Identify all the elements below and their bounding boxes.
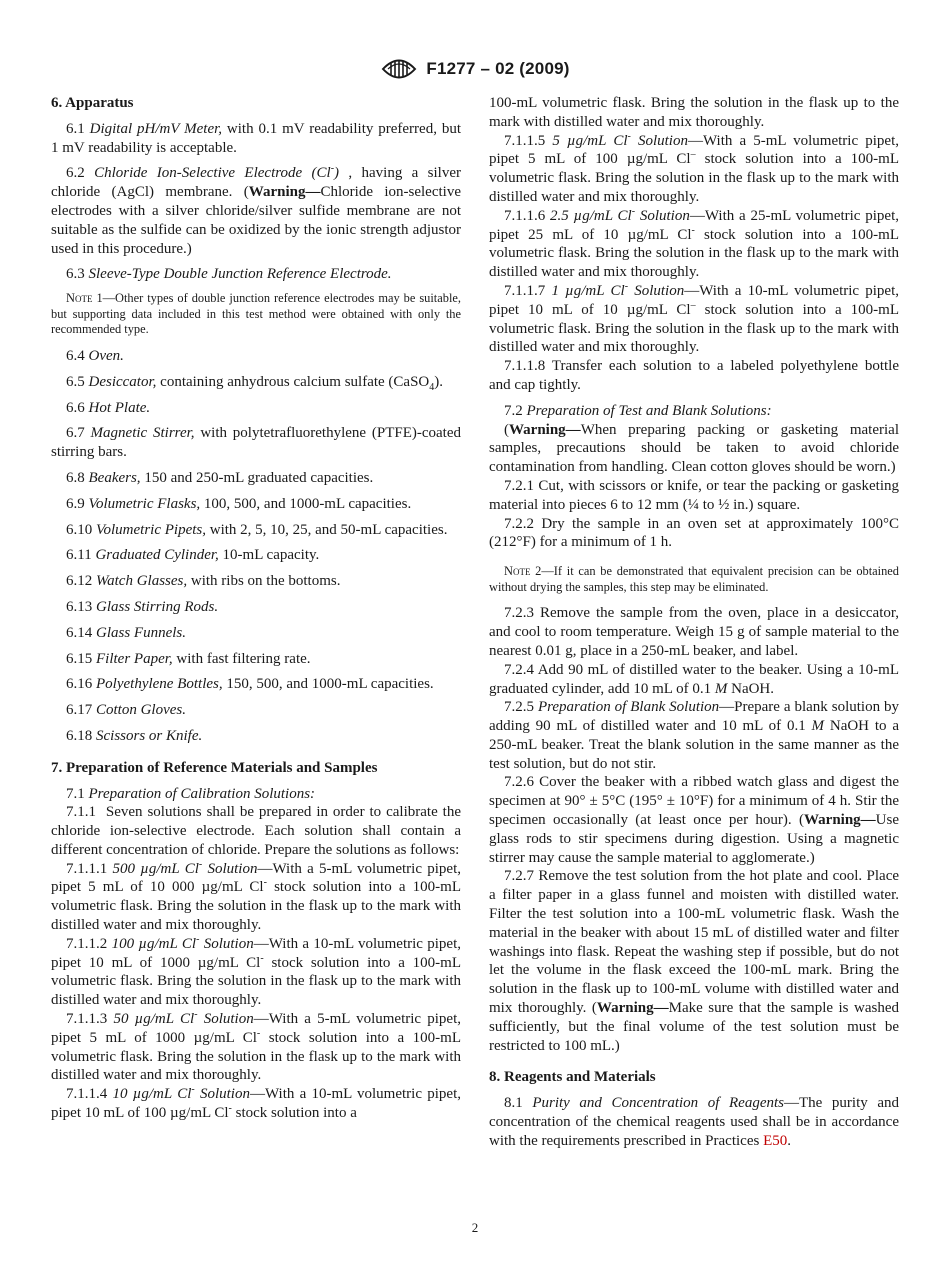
para-7-1-1-5: 7.1.1.5 5 µg/mL Cl- Solution—With a 5-mL volumetric pipet, pipet 5 mL of 100 µg/mL Cl– stock solution into a 100-mL volumetric flask. Bring the solution in the flask up to the mark with distilled water and mix thoroughly. — [489, 130, 899, 205]
para-7-2-4: 7.2.4 Add 90 mL of distilled water to the beaker. Using a 10-mL graduated cylinder, add 10 mL of 0.1 M NaOH. — [489, 661, 899, 697]
para-6-16: 6.16 Polyethylene Bottles, 150, 500, and 1000-mL capacities. — [66, 676, 434, 693]
para-6-2: 6.2 Chloride Ion-Selective Electrode (Cl-) , having a silver chloride (AgCl) membrane. (Warning—Chloride ion-selective electrodes with a silver chloride/silver sulfide membrane are not suitable as the sulfide can be oxidized by the ionic strength adjustor used in this procedure.) — [51, 163, 462, 257]
para-7-1-1-8: 7.1.1.8 Transfer each solution to a labeled polyethylene bottle and cap tightly. — [489, 358, 899, 393]
note-2: Note 2—If it can be demonstrated that equivalent precision can be obtained without drying the samples, this step may be eliminated. — [489, 564, 899, 594]
para-7-1-1-3: 7.1.1.3 50 µg/mL Cl- Solution—With a 5-mL volumetric pipet, pipet 5 mL of 1000 µg/mL Cl- stock solution into a 100-mL volumetric flask. Bring the solution in the flask up to the mark with distilled water and mix thoroughly. — [51, 1009, 461, 1084]
para-6-4: 6.4 Oven. — [66, 347, 124, 364]
page-number: 2 — [471, 1220, 479, 1235]
para-6-9: 6.9 Volumetric Flasks, 100, 500, and 1000-mL capacities. — [66, 495, 412, 512]
para-6-14: 6.14 Glass Funnels. — [66, 624, 186, 641]
para-8-1: 8.1 Purity and Concentration of Reagents—The purity and concentration of the chemical reagents used shall be in accordance with the requirements prescribed in Practices E50. — [489, 1095, 900, 1149]
para-7-1-1-4: 7.1.1.4 10 µg/mL Cl- Solution—With a 10-mL volumetric pipet, pipet 10 mL of 100 µg/mL Cl- stock solution into a — [51, 1084, 461, 1122]
para-7-2-warning: (Warning—When preparing packing or gasketing material samples, precautions should be taken to avoid chloride contamination from handling. Clean cotton gloves should be worn.) — [489, 421, 899, 476]
e50-reference-link[interactable]: E50 — [763, 1132, 788, 1149]
para-7-2-2: 7.2.2 Dry the sample in an oven set at approximately 100°C (212°F) for a minimum of 1 h. — [489, 515, 899, 551]
para-7-1-1-1: 7.1.1.1 500 µg/mL Cl- Solution—With a 5-mL volumetric pipet, pipet 5 mL of 10 000 µg/mL Cl- stock solution into a 100-mL volumetric flask. Bring the solution in the flask up to the mark with distilled water and mix thoroughly. — [51, 858, 461, 934]
para-7-1-1-7: 7.1.1.7 1 µg/mL Cl- Solution—With a 10-mL volumetric pipet, pipet 10 mL of 10 µg/mL Cl– stock solution into a 100-mL volumetric flask. Bring the solution in the flask up to the mark with distilled water and mix thoroughly. — [489, 280, 899, 356]
para-6-1: 6.1 Digital pH/mV Meter, with 0.1 mV readability preferred, but 1 mV readability is acceptable. — [51, 120, 462, 156]
astm-logo-icon — [380, 56, 418, 82]
para-6-13: 6.13 Glass Stirring Rods. — [66, 598, 219, 615]
para-7-2-7: 7.2.7 Remove the test solution from the hot plate and cool. Place a filter paper in a glass funnel and moisten with distilled water. Filter the test solution into a 100-mL volumetric flask. Wash the material in the beaker with about 15 mL of distilled water and filter washings into flask. Repeat the washing step if possible, but do not let the volume in the flask exceed the 100-mL mark. Bring the solution in the flask up to 100-mL volume with distilled water and mix thoroughly. (Warning—Make sure that the sample is washed sufficiently, but the final volume of the test solution must be restricted to 100 mL.) — [489, 868, 900, 1054]
section-7-heading: 7. Preparation of Reference Materials and Samples — [51, 759, 378, 776]
para-7-2: 7.2 Preparation of Test and Blank Solutions: — [504, 402, 772, 419]
left-column — [51, 94, 461, 1123]
para-6-10: 6.10 Volumetric Pipets, with 2, 5, 10, 25, and 50-mL capacities. — [66, 521, 448, 538]
para-6-18: 6.18 Scissors or Knife. — [66, 727, 203, 744]
section-6-heading: 6. Apparatus — [51, 95, 134, 111]
para-6-3: 6.3 Sleeve-Type Double Junction Reference Electrode. — [66, 266, 392, 283]
note-1: Note 1—Other types of double junction reference electrodes may be suitable, but supporting data included in this test method were obtained with only the recommended type. — [51, 291, 461, 337]
para-6-11: 6.11 Graduated Cylinder, 10-mL capacity. — [66, 547, 320, 564]
para-7-1-1-2: 7.1.1.2 100 µg/mL Cl- Solution—With a 10-mL volumetric pipet, pipet 10 mL of 1000 µg/mL Cl- stock solution into a 100-mL volumetric flask. Bring the solution in the flask up to the mark with distilled water and mix thoroughly. — [51, 933, 461, 1009]
para-7-1: 7.1 Preparation of Calibration Solutions: — [66, 785, 316, 802]
para-6-7: 6.7 Magnetic Stirrer, with polytetrafluorethylene (PTFE)-coated stirring bars. — [51, 425, 461, 461]
para-6-8: 6.8 Beakers, 150 and 250-mL graduated capacities. — [66, 469, 374, 486]
section-8-heading: 8. Reagents and Materials — [489, 1069, 656, 1086]
para-6-5: 6.5 Desiccator, containing anhydrous calcium sulfate (CaSO$_4$). — [66, 373, 444, 393]
para-6-15: 6.15 Filter Paper, with fast filtering rate. — [66, 650, 311, 667]
para-6-17: 6.17 Cotton Gloves. — [66, 702, 186, 719]
right-column — [489, 94, 899, 1151]
para-6-6: 6.6 Hot Plate. — [66, 399, 151, 416]
document-designation: F1277 – 02 (2009) — [426, 59, 570, 78]
para-7-1-1: 7.1.1 Seven solutions shall be prepared in order to calibrate the chloride ion-selective electrode. Each solution shall contain a different concentration of chloride. Prepare the solutions as follows: — [51, 804, 461, 858]
para-6-12: 6.12 Watch Glasses, with ribs on the bottoms. — [66, 573, 341, 590]
para-7-2-1: 7.2.1 Cut, with scissors or knife, or tear the packing or gasketing material into pieces 6 to 12 mm (¼ to ½ in.) square. — [489, 477, 900, 513]
para-7-2-3: 7.2.3 Remove the sample from the oven, place in a desiccator, and cool to room temperature. Weigh 15 g of sample material to the nearest 0.01 g, place in a 250-mL beaker, and label. — [489, 605, 900, 659]
page-header — [0, 54, 950, 84]
para-7-2-5: 7.2.5 Preparation of Blank Solution—Prepare a blank solution by adding 90 mL of distilled water and 10 mL of 0.1 M NaOH to a 250-mL beaker. Treat the blank solution in the same manner as the test solution, but do not stir. — [489, 699, 899, 772]
continued-text: 100-mL volumetric flask. Bring the solution in the flask up to the mark with distilled water and mix thoroughly. — [489, 95, 899, 130]
para-7-1-1-6: 7.1.1.6 2.5 µg/mL Cl- Solution—With a 25-mL volumetric pipet, pipet 25 mL of 10 µg/mL Cl- stock solution into a 100-mL volumetric flask. Bring the solution in the flask up to the mark with distilled water and mix thoroughly. — [489, 205, 899, 281]
para-7-2-6: 7.2.6 Cover the beaker with a ribbed watch glass and digest the specimen at 90° ± 5°C (195° ± 10°F) for a minimum of 4 h. Stir the specimen occasionally (at least once per hour). (Warning—Use glass rods to stir specimens during digestion. Using a magnetic stirrer may cause the sample material to agglomerate.) — [489, 774, 900, 866]
